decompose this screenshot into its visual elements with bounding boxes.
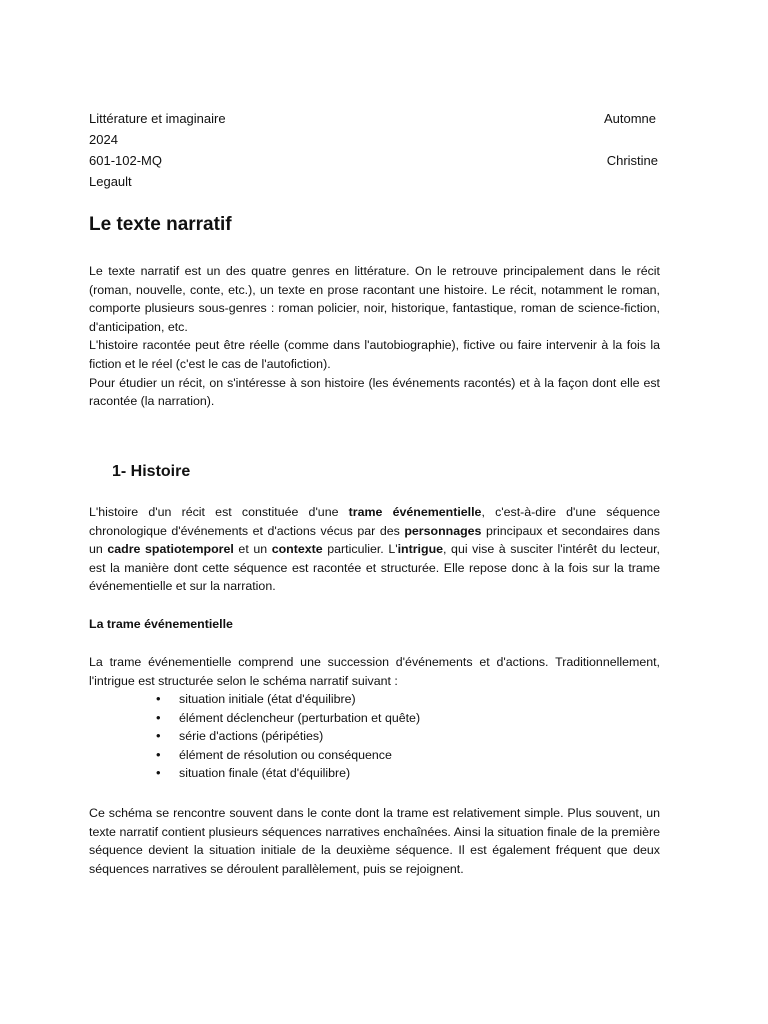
bullet-icon: • — [156, 691, 161, 706]
intro-paragraph — [89, 262, 660, 411]
list-item-text: élément déclencheur (perturbation et quête) — [179, 710, 421, 725]
bullet-icon: • — [156, 709, 161, 725]
term: Automne — [603, 111, 656, 126]
document-title: Le texte narratif — [89, 214, 232, 235]
term-trame: trame événementielle — [348, 505, 482, 519]
list-item — [89, 709, 420, 728]
bullet-icon: • — [156, 728, 161, 744]
bullet-icon: • — [156, 746, 161, 762]
list-item — [89, 690, 420, 709]
subheading-trame: La trame événementielle — [89, 617, 233, 631]
term-personnages: personnages — [404, 523, 482, 538]
text-run: , qui vise à susciter l'intérêt du lecteur, est la manière dont cette séquence est racontée et structurée. Elle repose donc à la fois sur la trame événementielle et sur la narration. — [89, 542, 660, 594]
course-name: Littérature et imaginaire — [89, 111, 226, 126]
term-contexte: contexte — [271, 542, 323, 557]
intro-p3: Pour étudier un récit, on s'intéresse à son histoire (les événements racontés) et à la façon dont elle est racontée (la narration). — [89, 375, 660, 409]
term-intrigue: intrigue — [397, 542, 444, 557]
intro-p2: L'histoire racontée peut être réelle (comme dans l'autobiographie), fictive ou faire intervenir à la fois la fiction et le réel (c'est le cas de l'autofiction). — [89, 338, 660, 371]
term-cadre: cadre spatiotemporel — [107, 542, 234, 557]
histoire-paragraph — [89, 503, 660, 596]
list-item — [89, 764, 420, 783]
header-row-1 — [89, 109, 658, 129]
header-row-2 — [89, 151, 658, 171]
intro-p1: Le texte narratif est un des quatre genres en littérature. On le retrouve principalement dans le récit (roman, nouvelle, conte, etc.), un texte en prose racontant une histoire. Le récit, notamment le roman, comporte plusieurs sous-genres : roman policier, noir, historique, fantastique, roman de science-fiction, d'anticipation, etc. — [89, 264, 660, 334]
text-run: L'histoire d'un récit est constituée d'une — [89, 505, 349, 519]
text-run: et un — [233, 542, 272, 557]
list-item — [89, 746, 420, 765]
list-item-text: situation finale (état d'équilibre) — [179, 766, 351, 781]
list-item-text: situation initiale (état d'équilibre) — [179, 692, 356, 706]
teacher-last-name: Legault — [89, 174, 132, 189]
list-item-text: série d'actions (péripéties) — [179, 729, 324, 744]
bullet-icon: • — [156, 765, 161, 781]
text-run: principaux et secondaires dans un — [89, 523, 661, 557]
text-run: , c'est-à-dire d'une séquence chronologique d'événements et d'actions vécus par des — [89, 505, 660, 538]
text-run: particulier. L' — [322, 542, 398, 557]
section-heading-histoire: 1- Histoire — [112, 463, 191, 480]
list-item — [89, 727, 420, 746]
schema-narratif-list — [89, 690, 420, 783]
schema-paragraph: Ce schéma se rencontre souvent dans le conte dont la trame est relativement simple. Plus souvent, un texte narratif contient plusieurs séquences narratives enchaînées. Ainsi la situation finale de la première séquence devient la situation initiale de la deuxième séquence. Il est également fréquent que deux séquences narratives se déroulent parallèlement, puis se rejoignent. — [89, 806, 660, 876]
teacher-first-name: Christine — [606, 153, 658, 168]
year: 2024 — [89, 132, 118, 147]
trame-paragraph: La trame événementielle comprend une succession d'événements et d'actions. Traditionnellement, l'intrigue est structurée selon le schéma narratif suivant : — [89, 655, 660, 688]
list-item-text: élément de résolution ou conséquence — [179, 747, 392, 762]
course-code: 601-102-MQ — [89, 153, 162, 168]
